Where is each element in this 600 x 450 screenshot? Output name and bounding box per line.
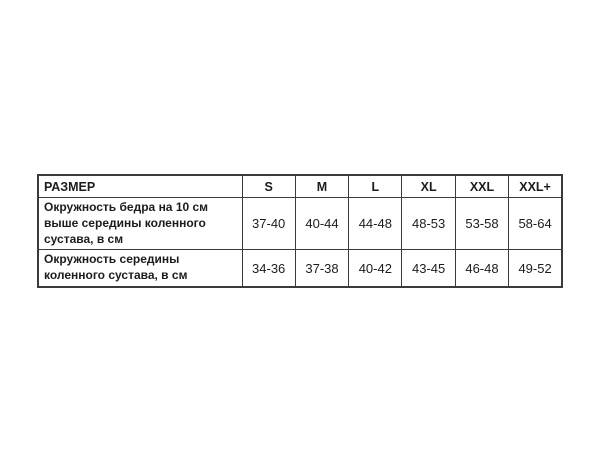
header-cell-m: M [295,175,348,198]
header-cell-xxl: XXL [455,175,508,198]
cell-knee-s: 34-36 [242,250,295,287]
header-cell-l: L [349,175,402,198]
table-row-thigh-circumference [38,198,562,250]
row-label-thigh-circumference: Окружность бедра на 10 см выше середины коленного сустава, в см [38,198,242,250]
cell-knee-xxl: 46-48 [455,250,508,287]
cell-thigh-l: 44-48 [349,198,402,250]
cell-knee-xxl-plus: 49-52 [509,250,562,287]
header-cell-s: S [242,175,295,198]
row-label-knee-circumference: Окружность середины коленного сустава, в см [38,250,242,287]
cell-thigh-xl: 48-53 [402,198,455,250]
cell-thigh-xxl: 53-58 [455,198,508,250]
cell-knee-xl: 43-45 [402,250,455,287]
cell-knee-m: 37-38 [295,250,348,287]
size-chart-header-row [38,175,562,198]
cell-thigh-xxl-plus: 58-64 [509,198,562,250]
cell-knee-l: 40-42 [349,250,402,287]
size-chart-table [37,174,563,288]
table-row-knee-circumference [38,250,562,287]
cell-thigh-s: 37-40 [242,198,295,250]
header-cell-xxl-plus: XXL+ [509,175,562,198]
header-cell-xl: XL [402,175,455,198]
cell-thigh-m: 40-44 [295,198,348,250]
header-cell-razmer: РАЗМЕР [38,175,242,198]
